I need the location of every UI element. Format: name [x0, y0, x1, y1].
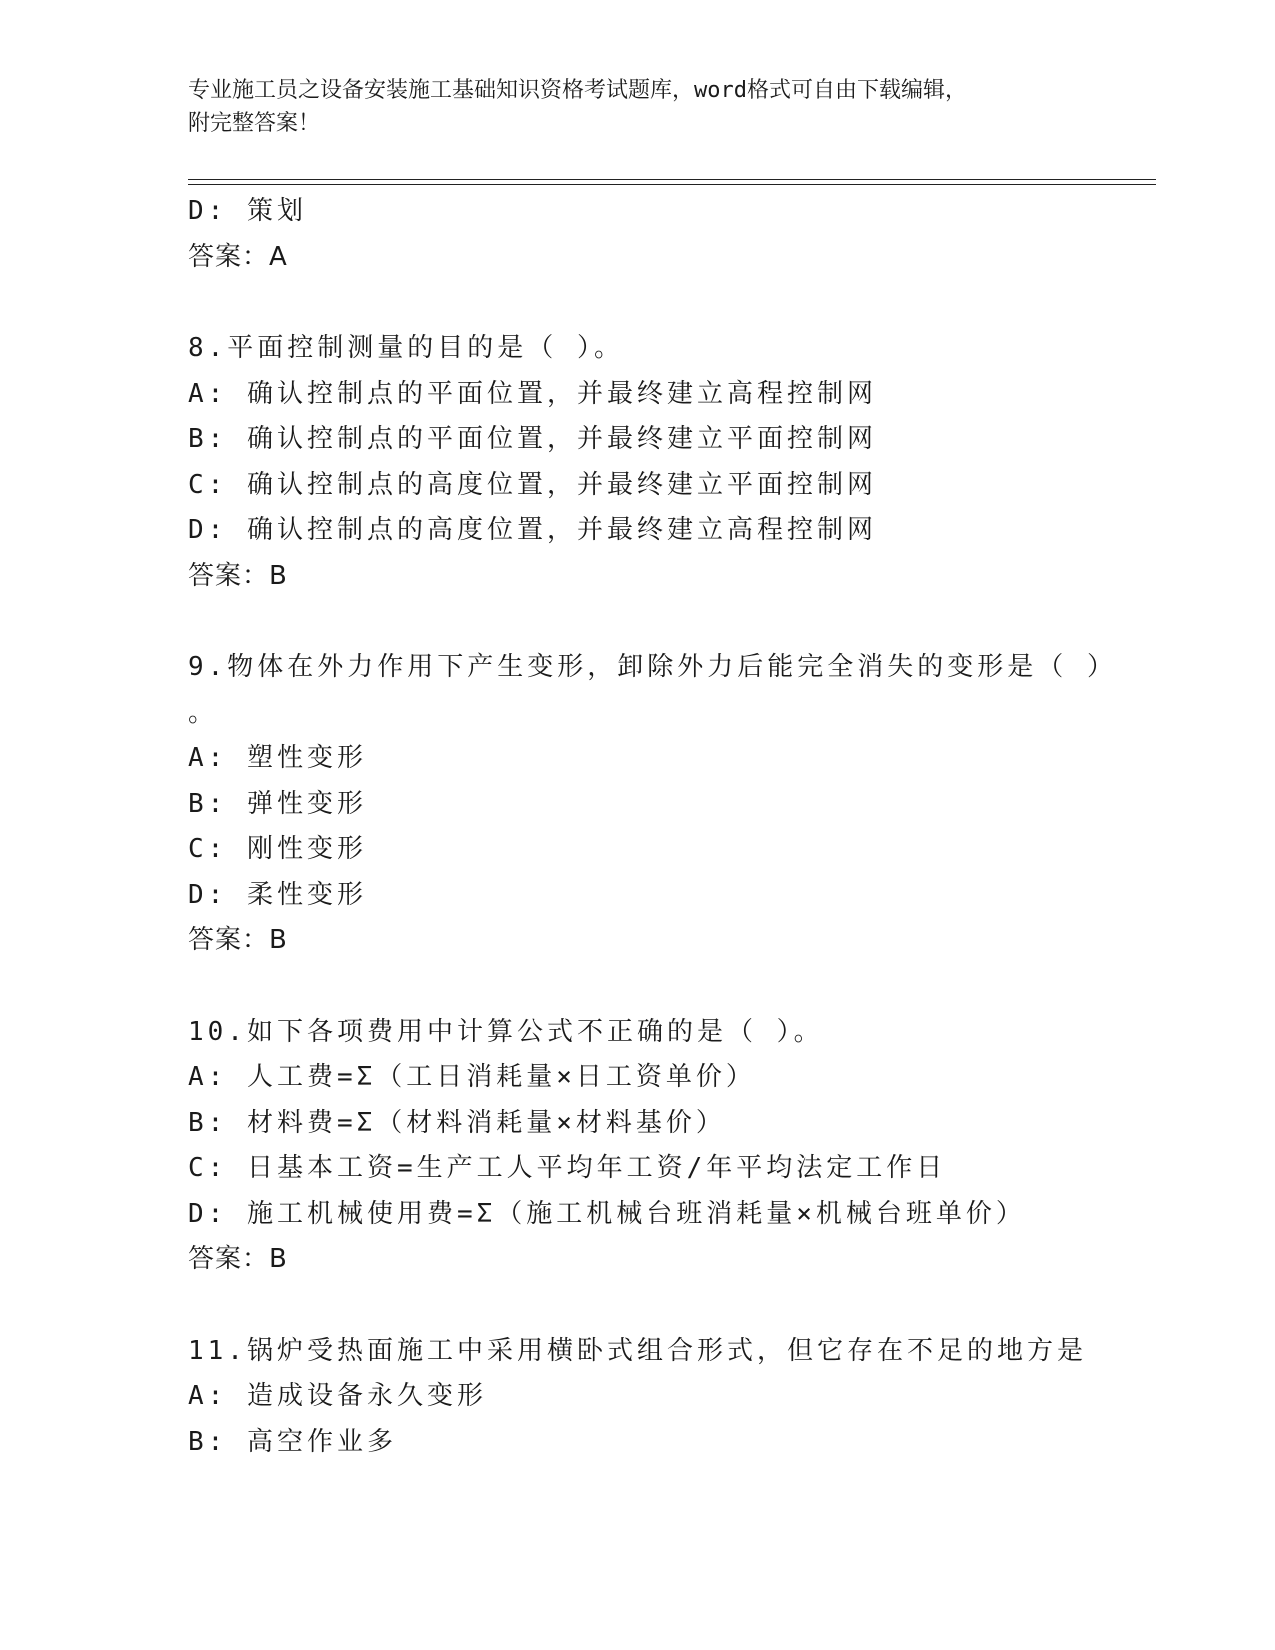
q8-option-a: A: 确认控制点的平面位置，并最终建立高程控制网 [188, 378, 877, 409]
q9-option-b: B: 弹性变形 [188, 788, 367, 819]
q10-option-d: D: 施工机械使用费=Σ（施工机械台班消耗量×机械台班单价） [188, 1198, 1026, 1229]
q8-answer: 答案：B [188, 560, 288, 591]
q10-option-c: C: 日基本工资=生产工人平均年工资/年平均法定工作日 [188, 1153, 947, 1183]
q10-option-b: B: 材料费=Σ（材料消耗量×材料基价） [188, 1107, 726, 1138]
header-line-2: 附完整答案！ [188, 111, 321, 136]
header-line-1: 专业施工员之设备安装施工基础知识资格考试题库，word格式可自由下载编辑， [188, 78, 967, 103]
q10-stem: 10.如下各项费用中计算公式不正确的是（ ）。 [188, 1016, 824, 1047]
q9-answer: 答案：B [188, 925, 288, 955]
prev-option-d: D: 策划 [188, 196, 307, 226]
q9-option-a: A: 塑性变形 [188, 743, 367, 773]
q8-stem: 8.平面控制测量的目的是（ ）。 [188, 333, 624, 363]
prev-answer: 答案：A [188, 241, 288, 272]
q11-option-b: B: 高空作业多 [188, 1426, 397, 1457]
q8-option-c: C: 确认控制点的高度位置，并最终建立平面控制网 [188, 469, 877, 500]
q10-answer: 答案：B [188, 1244, 288, 1274]
q9-stem: 9.物体在外力作用下产生变形，卸除外力后能完全消失的变形是（ ） [188, 652, 1117, 682]
q11-stem: 11.锅炉受热面施工中采用横卧式组合形式，但它存在不足的地方是 [188, 1335, 1087, 1366]
document-header [188, 74, 1088, 140]
header-rule-top [188, 179, 1156, 180]
q8-option-d: D: 确认控制点的高度位置，并最终建立高程控制网 [188, 515, 877, 545]
header-rule-bottom [188, 184, 1156, 185]
q10-option-a: A: 人工费=Σ（工日消耗量×日工资单价） [188, 1062, 756, 1092]
q9-option-c: C: 刚性变形 [188, 834, 367, 864]
document-body [188, 189, 1158, 1465]
q9-stem-continuation: 。 [188, 697, 215, 728]
q8-option-b: B: 确认控制点的平面位置，并最终建立平面控制网 [188, 424, 877, 454]
q11-option-a: A: 造成设备永久变形 [188, 1381, 487, 1411]
q9-option-d: D: 柔性变形 [188, 879, 367, 910]
